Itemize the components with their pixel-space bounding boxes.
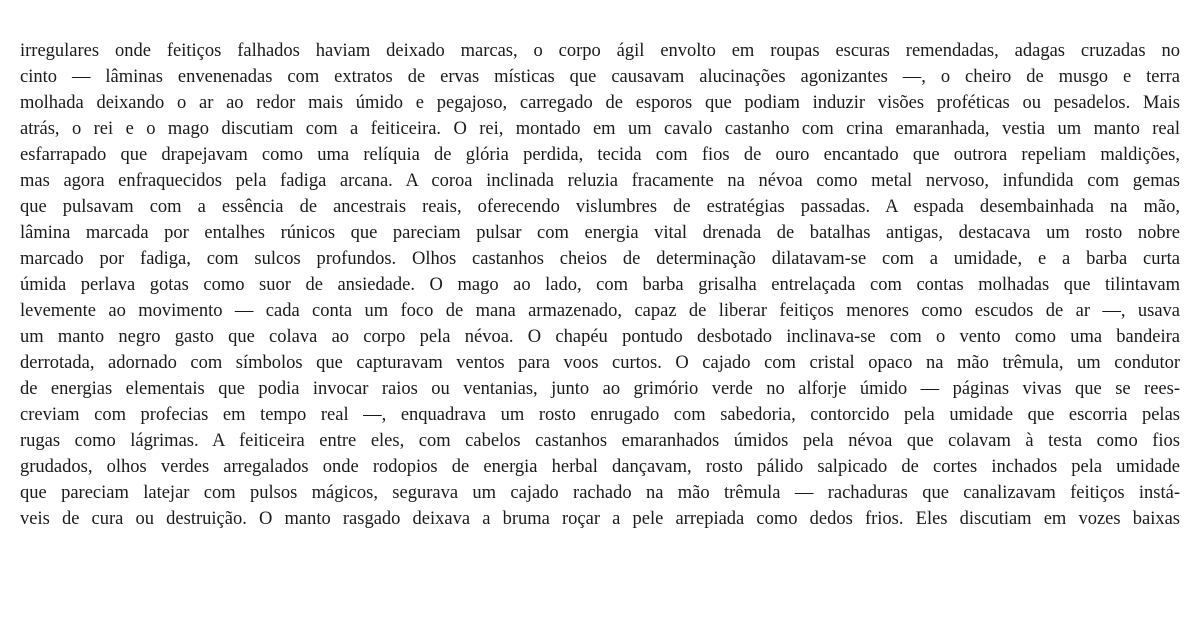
text-line: irregulares onde feitiços falhados haviam deixado marcas, o corpo ágil envolto em roupas escuras remendadas, adagas cruzadas no <box>20 41 1180 61</box>
text-line: levemente ao movimento — cada conta um foco de mana armazenado, capaz de liberar feitiços menores como escudos de ar —, usava <box>20 301 1180 321</box>
text-line: que pulsavam com a essência de ancestrais reais, oferecendo vislumbres de estratégias passadas. A espada desembainhada na mão, <box>20 197 1180 217</box>
text-line: mas agora enfraquecidos pela fadiga arcana. A coroa inclinada reluzia fracamente na névoa como metal nervoso, infundida com gemas <box>20 171 1180 191</box>
text-line: molhada deixando o ar ao redor mais úmido e pegajoso, carregado de esporos que podiam induzir visões proféticas ou pesadelos. Mais <box>20 93 1180 113</box>
text-line: cinto — lâminas envenenadas com extratos de ervas místicas que causavam alucinações agonizantes —, o cheiro de musgo e terra <box>20 67 1180 87</box>
text-line: um manto negro gasto que colava ao corpo pela névoa. O chapéu pontudo desbotado inclinava-se com o vento como uma bandeira <box>20 327 1180 347</box>
text-line: lâmina marcada por entalhes rúnicos que pareciam pulsar com energia vital drenada de batalhas antigas, destacava um rosto nobre <box>20 223 1180 243</box>
text-line: esfarrapado que drapejavam como uma relíquia de glória perdida, tecida com fios de ouro encantado que outrora repeliam maldições, <box>20 145 1180 165</box>
text-line: úmida perlava gotas como suor de ansiedade. O mago ao lado, com barba grisalha entrelaçada com contas molhadas que tilintavam <box>20 275 1180 295</box>
text-line: atrás, o rei e o mago discutiam com a feiticeira. O rei, montado em um cavalo castanho com crina emaranhada, vestia um manto real <box>20 119 1180 139</box>
text-line: marcado por fadiga, com sulcos profundos. Olhos castanhos cheios de determinação dilatavam-se com a umidade, e a barba curta <box>20 249 1180 269</box>
text-line: derrotada, adornado com símbolos que capturavam ventos para voos curtos. O cajado com cristal opaco na mão trêmula, um condutor <box>20 353 1180 373</box>
text-line: rugas como lágrimas. A feiticeira entre eles, com cabelos castanhos emaranhados úmidos pela névoa que colavam à testa como fios <box>20 431 1180 451</box>
document-page <box>20 38 1180 532</box>
text-line: de energias elementais que podia invocar raios ou ventanias, junto ao grimório verde no alforje úmido — páginas vivas que se rees- <box>20 379 1180 399</box>
text-line: que pareciam latejar com pulsos mágicos, segurava um cajado rachado na mão trêmula — rachaduras que canalizavam feitiços instá- <box>20 483 1180 503</box>
text-line: veis de cura ou destruição. O manto rasgado deixava a bruma roçar a pele arrepiada como dedos frios. Eles discutiam em vozes baixas <box>20 509 1180 529</box>
text-line: creviam com profecias em tempo real —, enquadrava um rosto enrugado com sabedoria, contorcido pela umidade que escorria pelas <box>20 405 1180 425</box>
text-line: grudados, olhos verdes arregalados onde rodopios de energia herbal dançavam, rosto pálido salpicado de cortes inchados pela umidade <box>20 457 1180 477</box>
